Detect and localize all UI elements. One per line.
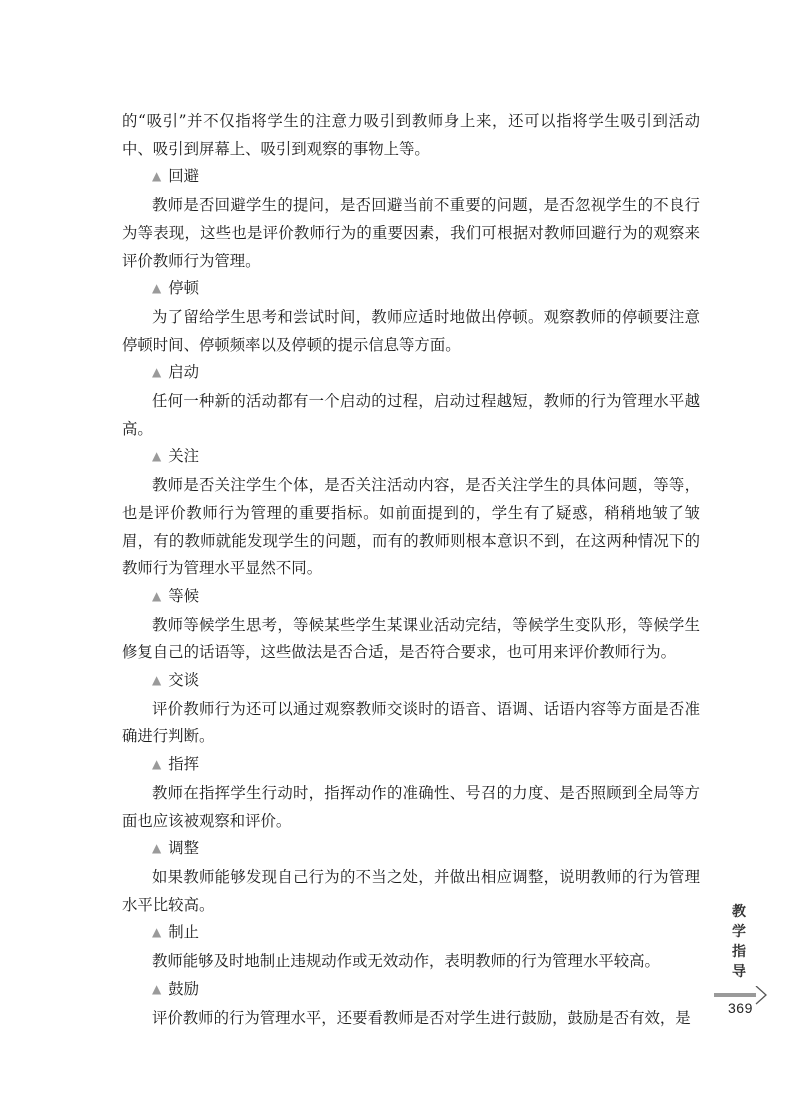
section-body: 如果教师能够发现自己行为的不当之处，并做出相应调整，说明教师的行为管理水平比较高。 <box>122 867 700 914</box>
section-title: 关注 <box>168 447 200 466</box>
section-title: 启动 <box>168 363 200 382</box>
triangle-icon: ▲ <box>152 365 162 380</box>
triangle-icon: ▲ <box>152 588 162 603</box>
section-heading <box>122 583 700 612</box>
section-body: 为了留给学生思考和尝试时间，教师应适时地做出停顿。观察教师的停顿要注意停顿时间、停顿频率以及停顿的提示信息等方面。 <box>122 307 700 354</box>
section-heading <box>122 919 700 948</box>
section-heading <box>122 163 700 192</box>
section-title: 停顿 <box>168 279 200 298</box>
page-number-marker <box>712 986 768 1022</box>
triangle-icon: ▲ <box>152 981 162 996</box>
section-heading <box>122 443 700 472</box>
triangle-icon: ▲ <box>152 673 162 688</box>
section-body: 教师是否关注学生个体，是否关注活动内容，是否关注学生的具体问题，等等，也是评价教师行为管理的重要指标。如前面提到的，学生有了疑惑，稍稍地皱了皱眉，有的教师就能发现学生的问题，而有的教师则根本意识不到，在这两种情况下的教师行为管理水平显然不同。 <box>122 476 700 578</box>
section-heading <box>122 976 700 1005</box>
section-title: 回避 <box>168 167 200 186</box>
section-body: 评价教师行为还可以通过观察教师交谈时的语音、语调、话语内容等方面是否准确进行判断。 <box>122 699 700 746</box>
section-title: 调整 <box>168 839 200 858</box>
triangle-icon: ▲ <box>152 841 162 856</box>
section-title: 等候 <box>168 586 200 605</box>
section-heading <box>122 835 700 864</box>
triangle-icon: ▲ <box>152 169 162 184</box>
side-label-char: 导 <box>732 964 746 980</box>
section-body: 教师在指挥学生行动时，指挥动作的准确性、号召的力度、是否照顾到全局等方面也应该被观察和评价。 <box>122 783 700 830</box>
section-body: 教师能够及时地制止违规动作或无效动作，表明教师的行为管理水平较高。 <box>152 952 660 971</box>
section-body: 评价教师的行为管理水平，还要看教师是否对学生进行鼓励，鼓励是否有效，是 <box>152 1008 691 1027</box>
section-heading <box>122 275 700 304</box>
page-number: 369 <box>728 1000 753 1016</box>
intro-paragraph: 的“吸引”并不仅指将学生的注意力吸引到教师身上来，还可以指将学生吸引到活动中、吸引到屏幕上、吸引到观察的事物上等。 <box>122 112 700 158</box>
triangle-icon: ▲ <box>152 757 162 772</box>
section-body: 教师等候学生思考，等候某些学生某课业活动完结，等候学生变队形，等候学生修复自己的话语等，这些做法是否合适，是否符合要求，也可用来评价教师行为。 <box>122 615 700 662</box>
section-heading <box>122 667 700 696</box>
section-title: 鼓励 <box>168 979 200 998</box>
section-heading <box>122 359 700 388</box>
section-title: 制止 <box>168 923 200 942</box>
section-body: 任何一种新的活动都有一个启动的过程，启动过程越短，教师的行为管理水平越高。 <box>122 392 700 438</box>
triangle-icon: ▲ <box>152 449 162 464</box>
section-heading <box>122 751 700 780</box>
side-label-char: 指 <box>732 944 746 960</box>
side-label-char: 学 <box>732 924 746 940</box>
page-body <box>122 108 700 1032</box>
section-title: 交谈 <box>168 671 200 690</box>
triangle-icon: ▲ <box>152 925 162 940</box>
side-label-char: 教 <box>732 904 746 920</box>
side-section-label <box>729 902 749 982</box>
triangle-icon: ▲ <box>152 281 162 296</box>
section-title: 指挥 <box>168 755 200 774</box>
section-body: 教师是否回避学生的提问，是否回避当前不重要的问题，是否忽视学生的不良行为等表现，这些也是评价教师行为的重要因素，我们可根据对教师回避行为的观察来评价教师行为管理。 <box>122 196 700 270</box>
